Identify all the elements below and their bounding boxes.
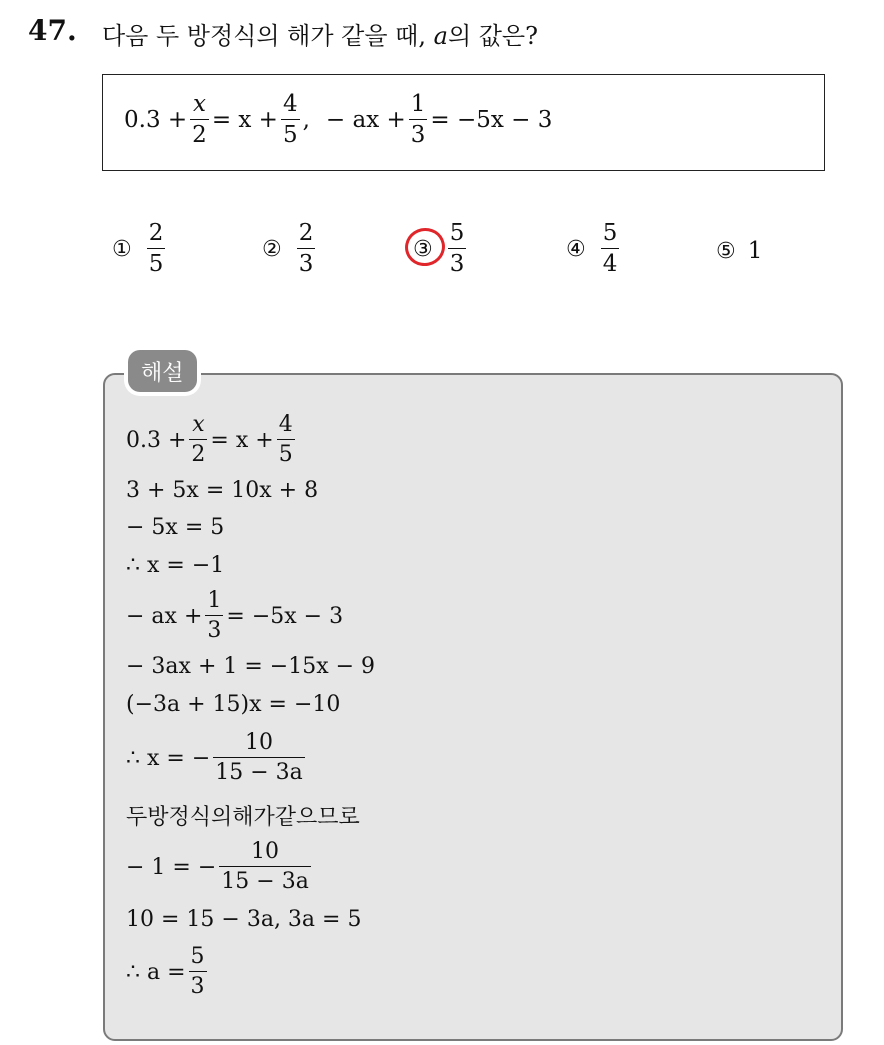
l12-a: ∴ a = [126, 959, 186, 985]
choice-3-den: 3 [448, 248, 467, 276]
solution-line-12 [126, 946, 210, 998]
question-text-before: 다음 두 방정식의 해가 같을 때, [102, 22, 426, 50]
l1-den: 2 [189, 439, 207, 466]
choice-1-den: 5 [147, 248, 166, 276]
l1-a: 0.3 + [126, 427, 187, 453]
solution-line-8 [126, 732, 308, 784]
l12-frac [189, 946, 207, 998]
choice-2-num: 2 [298, 220, 314, 246]
solution-line-11: 10 = 15 − 3a, 3a = 5 [126, 907, 362, 932]
eq1-fraction-1 [190, 93, 209, 147]
choice-5[interactable] [716, 238, 762, 264]
l1-frac-1 [189, 414, 207, 466]
choice-2-fraction [297, 222, 316, 276]
choice-1[interactable] [112, 222, 168, 276]
l1-num: x [192, 412, 205, 437]
l8-a: ∴ x = − [126, 745, 211, 771]
choice-3-mark: ③ [413, 236, 433, 262]
solution-line-6: − 3ax + 1 = −15x − 9 [126, 654, 376, 679]
eq2-frac-num: 1 [410, 91, 426, 117]
equation-line [124, 93, 552, 147]
choice-2-mark: ② [262, 236, 282, 262]
choice-1-fraction [147, 222, 166, 276]
l12-num: 5 [190, 944, 205, 969]
question-variable: a [433, 22, 448, 50]
eq1-mid: = x + [211, 107, 278, 133]
choice-1-num: 2 [148, 220, 164, 246]
choice-3-fraction [448, 222, 467, 276]
choice-5-mark: ⑤ [716, 238, 736, 264]
solution-line-10 [126, 841, 314, 893]
l1-den2: 5 [277, 439, 295, 466]
eq1-end: , [302, 107, 310, 133]
choice-4-num: 5 [602, 220, 618, 246]
eq1-fraction-2 [281, 93, 300, 147]
choice-2-den: 3 [297, 248, 316, 276]
solution-line-4: ∴ x = −1 [126, 553, 225, 578]
l10-num: 10 [251, 839, 280, 864]
eq2-rhs: = −5x − 3 [430, 107, 553, 133]
choice-4-den: 4 [601, 248, 620, 276]
choice-4-mark: ④ [566, 236, 586, 262]
l1-num2: 4 [278, 412, 293, 437]
choice-1-mark: ① [112, 236, 132, 262]
l10-a: − 1 = − [126, 854, 217, 880]
l10-den: 15 − 3a [219, 866, 311, 893]
l12-den: 3 [189, 971, 207, 998]
eq2-fraction [409, 93, 428, 147]
question-text-after: 의 값은? [447, 22, 538, 50]
l5-den: 3 [205, 615, 223, 642]
question-number: 47. [28, 14, 77, 47]
solution-line-5 [126, 590, 343, 642]
eq2-frac-den: 3 [409, 119, 428, 147]
l5-b: = −5x − 3 [226, 603, 344, 629]
l5-a: − ax + [126, 603, 203, 629]
solution-line-9: 두방정식의해가같으므로 [126, 805, 360, 830]
choice-4-fraction [601, 222, 620, 276]
solution-line-7: (−3a + 15)x = −10 [126, 692, 341, 717]
l8-num: 10 [245, 730, 274, 755]
eq1-frac1-den: 2 [190, 119, 209, 147]
eq1-frac1-num: x [193, 91, 206, 117]
l1-b: = x + [210, 427, 274, 453]
solution-line-3: − 5x = 5 [126, 515, 225, 540]
question-text [102, 16, 538, 51]
solution-tag: 해설 [128, 350, 197, 392]
choice-5-value: 1 [747, 238, 763, 264]
choice-4[interactable] [566, 222, 622, 276]
solution-line-2: 3 + 5x = 10x + 8 [126, 478, 319, 503]
l5-num: 1 [207, 588, 222, 613]
l10-frac [219, 841, 311, 893]
solution-line-1 [126, 414, 298, 466]
eq1-lhs: 0.3 + [124, 107, 188, 133]
eq1-frac2-num: 4 [282, 91, 298, 117]
l8-frac [213, 732, 305, 784]
l5-frac [205, 590, 223, 642]
eq1-frac2-den: 5 [281, 119, 300, 147]
l8-den: 15 − 3a [213, 757, 305, 784]
choice-3-num: 5 [449, 220, 465, 246]
choice-2[interactable] [262, 222, 318, 276]
l1-frac-2 [277, 414, 295, 466]
eq2-lhs: − ax + [325, 107, 406, 133]
